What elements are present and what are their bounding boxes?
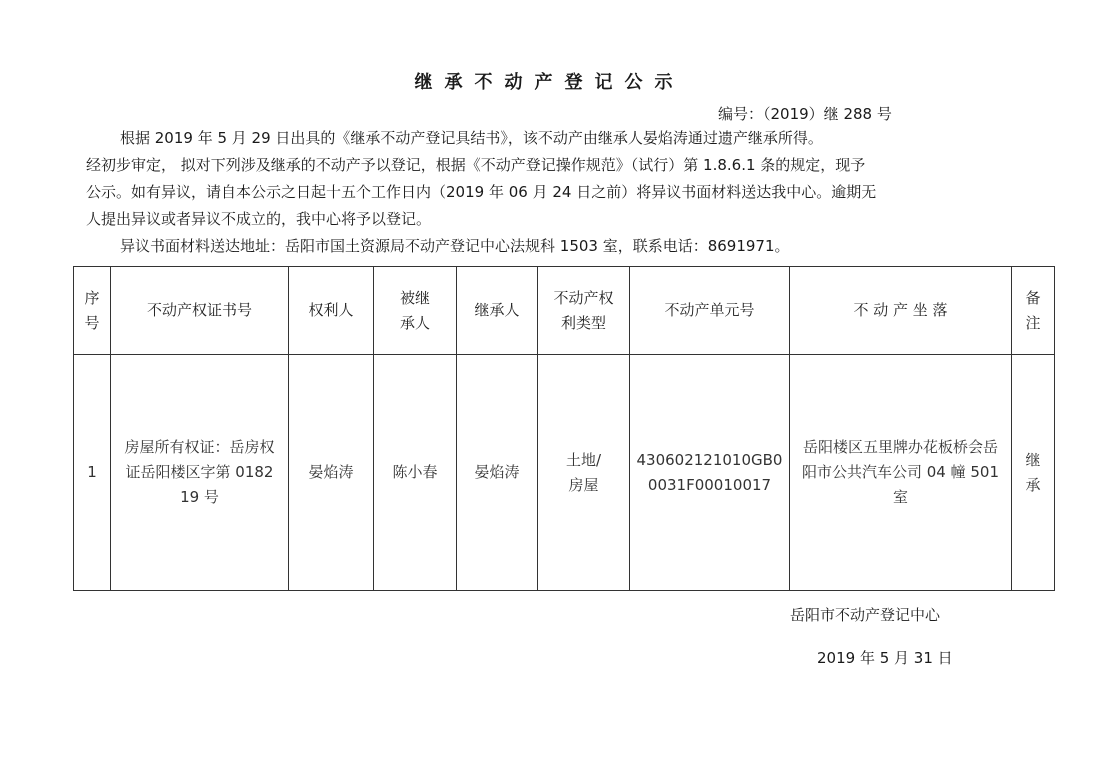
header-certificate: 不动产权证书号: [111, 267, 289, 355]
header-location: 不 动 产 坐 落: [790, 267, 1012, 355]
registration-table: [73, 266, 1055, 591]
cell-decedent: 陈小春: [374, 355, 457, 591]
header-decedent: 被继承人: [374, 267, 457, 355]
notice-paragraph-2: 经初步审定， 拟对下列涉及继承的不动产予以登记，根据《不动产登记操作规范》（试行）第 1.8.6.1 条的规定，现予: [86, 156, 866, 174]
cell-remark: 继承: [1012, 355, 1055, 591]
cell-certificate: 房屋所有权证：岳房权证岳阳楼区字第 018219 号: [111, 355, 289, 591]
notice-paragraph-4: 人提出异议或者异议不成立的，我中心将予以登记。: [86, 210, 432, 228]
cell-index: 1: [74, 355, 111, 591]
header-right-type: 不动产权利类型: [538, 267, 630, 355]
cell-right-holder: 晏焰涛: [289, 355, 374, 591]
header-index: 序号: [74, 267, 111, 355]
cell-location: 岳阳楼区五里牌办花板桥会岳阳市公共汽车公司 04 幢 501 室: [790, 355, 1012, 591]
issue-date: 2019 年 5 月 31 日: [817, 649, 953, 667]
notice-paragraph-1: 根据 2019 年 5 月 29 日出具的《继承不动产登记具结书》，该不动产由继承人晏焰涛通过遗产继承所得。: [120, 129, 823, 147]
cell-unit-number: 430602121010GB00031F00010017: [630, 355, 790, 591]
document-number: 编号：（2019）继 288 号: [718, 105, 892, 123]
header-heir: 继承人: [457, 267, 538, 355]
notice-title: 继承不动产登记公示: [414, 72, 685, 93]
header-right-holder: 权利人: [289, 267, 374, 355]
header-remark: 备注: [1012, 267, 1055, 355]
header-unit-number: 不动产单元号: [630, 267, 790, 355]
table-row: [74, 355, 1055, 591]
objection-address: 异议书面材料送达地址：岳阳市国土资源局不动产登记中心法规科 1503 室，联系电话：8691971。: [120, 237, 790, 255]
notice-paragraph-3: 公示。如有异议，请自本公示之日起十五个工作日内（2019 年 06 月 24 日之前）将异议书面材料送达我中心。逾期无: [86, 183, 877, 201]
table-header-row: [74, 267, 1055, 355]
cell-right-type: 土地/房屋: [538, 355, 630, 591]
issuing-organization: 岳阳市不动产登记中心: [790, 606, 941, 624]
cell-heir: 晏焰涛: [457, 355, 538, 591]
